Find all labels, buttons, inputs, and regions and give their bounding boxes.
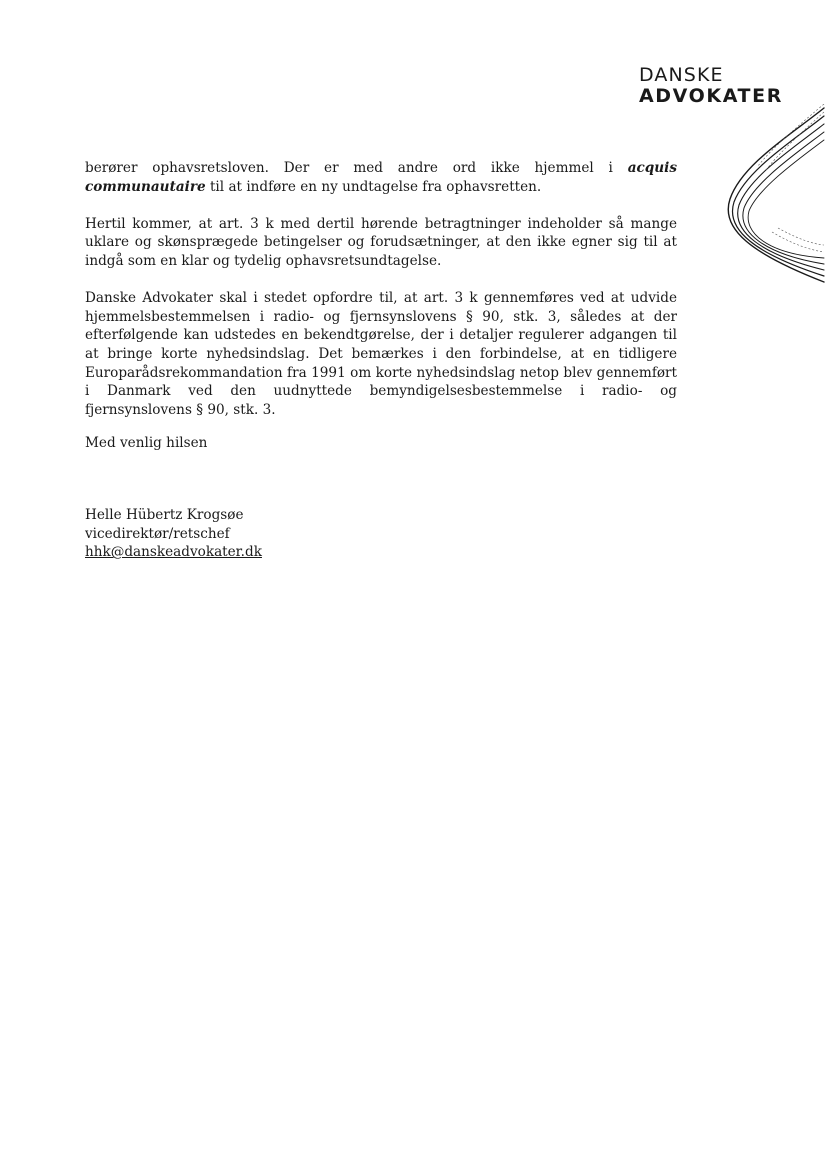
signature-block (85, 506, 262, 562)
paragraph-1-text-end: til at indføre en ny undtagelse fra ophavsretten. (205, 178, 542, 195)
logo-swoosh-graphic (712, 104, 826, 294)
danske-advokater-logo (639, 66, 783, 106)
logo-text-danske: DANSKE (639, 64, 724, 86)
letter-body (85, 159, 677, 419)
paragraph-3: Danske Advokater skal i stedet opfordre til, at art. 3 k gennemføres ved at udvide hjemmelsbestemmelsen i radio- og fjernsynslovens § 90, stk. 3, således at der efterfølgende kan udstedes en bekendtgørelse, der i detaljer regulerer adgangen til at bringe korte nyhedsindslag. Det bemærkes i den forbindelse, at en tidligere Europarådsrekommandation fra 1991 om korte nyhedsindslag netop blev gennemført i Danmark ved den uudnyttede bemyndigelsesbestemmelse i radio- og fjernsynslovens § 90, stk. 3. (85, 290, 677, 418)
signer-title: vicedirektør/retschef (85, 525, 230, 542)
paragraph-1-text-start: berører ophavsretsloven. Der er med andre ord ikke hjemmel i (85, 160, 628, 176)
signer-email-link[interactable]: hhk@danskeadvokater.dk (85, 544, 262, 561)
closing-greeting: Med venlig hilsen (85, 435, 208, 451)
signer-name: Helle Hübertz Krogsøe (85, 507, 244, 523)
logo-text-advokater: ADVOKATER (639, 85, 783, 107)
paragraph-2: Hertil kommer, at art. 3 k med dertil hørende betragtninger indeholder så mange uklare og skønsprægede betingelser og forudsætninger, at den ikke egner sig til at indgå som en klar og tydelig ophavsretsundtagelse. (85, 215, 677, 269)
paragraph-1-emphasis: acquis communautaire (85, 160, 677, 195)
paragraph-1 (85, 159, 677, 196)
